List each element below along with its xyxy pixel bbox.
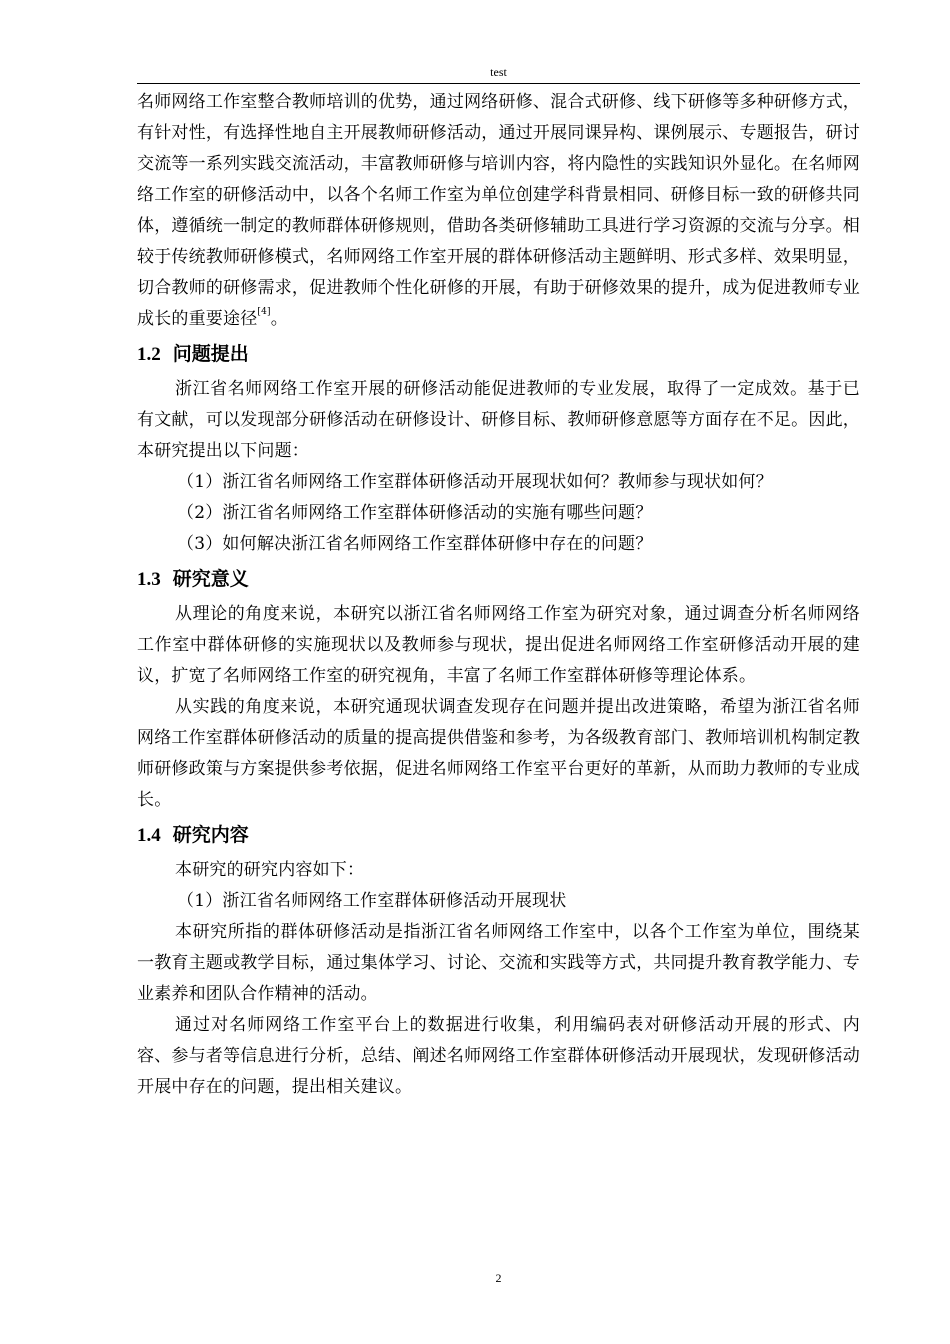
paragraph-content-method: 通过对名师网络工作室平台上的数据进行收集，利用编码表对研修活动开展的形式、内容、参与者等信息进行分析，总结、阐述名师网络工作室群体研修活动开展现状，发现研修活动开展中存在的问题，提出相关建议。	[137, 1015, 860, 1097]
section-title: 问题提出	[172, 343, 249, 365]
research-question-1: （1）浙江省名师网络工作室群体研修活动开展现状如何？教师参与现状如何？	[177, 472, 773, 492]
section-heading-1-4	[137, 816, 860, 855]
page-number: 2	[495, 1271, 502, 1285]
citation-ref: [4]	[257, 307, 271, 317]
paragraph-theory-significance: 从理论的角度来说，本研究以浙江省名师网络工作室为研究对象，通过调查分析名师网络工作室中群体研修的实施现状以及教师参与现状，提出促进名师网络工作室研修活动开展的建议，扩宽了名师网络工作室的研究视角，丰富了名师工作室群体研修等理论体系。	[137, 604, 860, 686]
section-number: 1.2	[137, 344, 161, 365]
section-heading-1-2	[137, 335, 860, 374]
paragraph-text: 名师网络工作室整合教师培训的优势，通过网络研修、混合式研修、线下研修等多种研修方式，有针对性，有选择性地自主开展教师研修活动，通过开展同课异构、课例展示、专题报告，研讨交流等一系列实践交流活动，丰富教师研修与培训内容，将内隐性的实践知识外显化。在名师网络工作室的研修活动中，以各个名师工作室为单位创建学科背景相同、研修目标一致的研修共同体，遵循统一制定的教师群体研修规则，借助各类研修辅助工具进行学习资源的交流与分享。相较于传统教师研修模式，名师网络工作室开展的群体研修活动主题鲜明、形式多样、效果明显，切合教师的研修需求，促进教师个性化研修的开展，有助于研修效果的提升，成为促进教师专业成长的重要途径	[137, 92, 860, 329]
content-item-1: （1）浙江省名师网络工作室群体研修活动开展现状	[177, 891, 567, 911]
page-header: test	[490, 65, 507, 79]
paragraph-content-definition: 本研究所指的群体研修活动是指浙江省名师网络工作室中，以各个工作室为单位，围绕某一教育主题或教学目标，通过集体学习、讨论、交流和实践等方式，共同提升教育教学能力、专业素养和团队合作精神的活动。	[137, 922, 860, 1004]
research-question-2: （2）浙江省名师网络工作室群体研修活动的实施有哪些问题？	[177, 503, 653, 523]
paragraph-problem-intro: 浙江省名师网络工作室开展的研修活动能促进教师的专业发展，取得了一定成效。基于已有文献，可以发现部分研修活动在研修设计、研修目标、教师研修意愿等方面存在不足。因此，本研究提出以下问题：	[137, 379, 860, 461]
paragraph-intro-continued	[137, 87, 860, 335]
research-question-3: （3）如何解决浙江省名师网络工作室群体研修中存在的问题？	[177, 534, 653, 554]
header-rule	[137, 83, 860, 84]
section-title: 研究内容	[172, 824, 249, 846]
section-number: 1.4	[137, 825, 161, 846]
document-body	[137, 87, 860, 1103]
section-number: 1.3	[137, 569, 161, 590]
paragraph-practice-significance: 从实践的角度来说，本研究通现状调查发现存在问题并提出改进策略，希望为浙江省名师网络工作室群体研修活动的质量的提高提供借鉴和参考，为各级教育部门、教师培训机构制定教师研修政策与方案提供参考依据，促进名师网络工作室平台更好的革新，从而助力教师的专业成长。	[137, 697, 860, 810]
paragraph-content-intro: 本研究的研究内容如下：	[175, 860, 365, 880]
section-heading-1-3	[137, 560, 860, 599]
section-title: 研究意义	[172, 568, 249, 590]
paragraph-end: 。	[270, 309, 288, 329]
